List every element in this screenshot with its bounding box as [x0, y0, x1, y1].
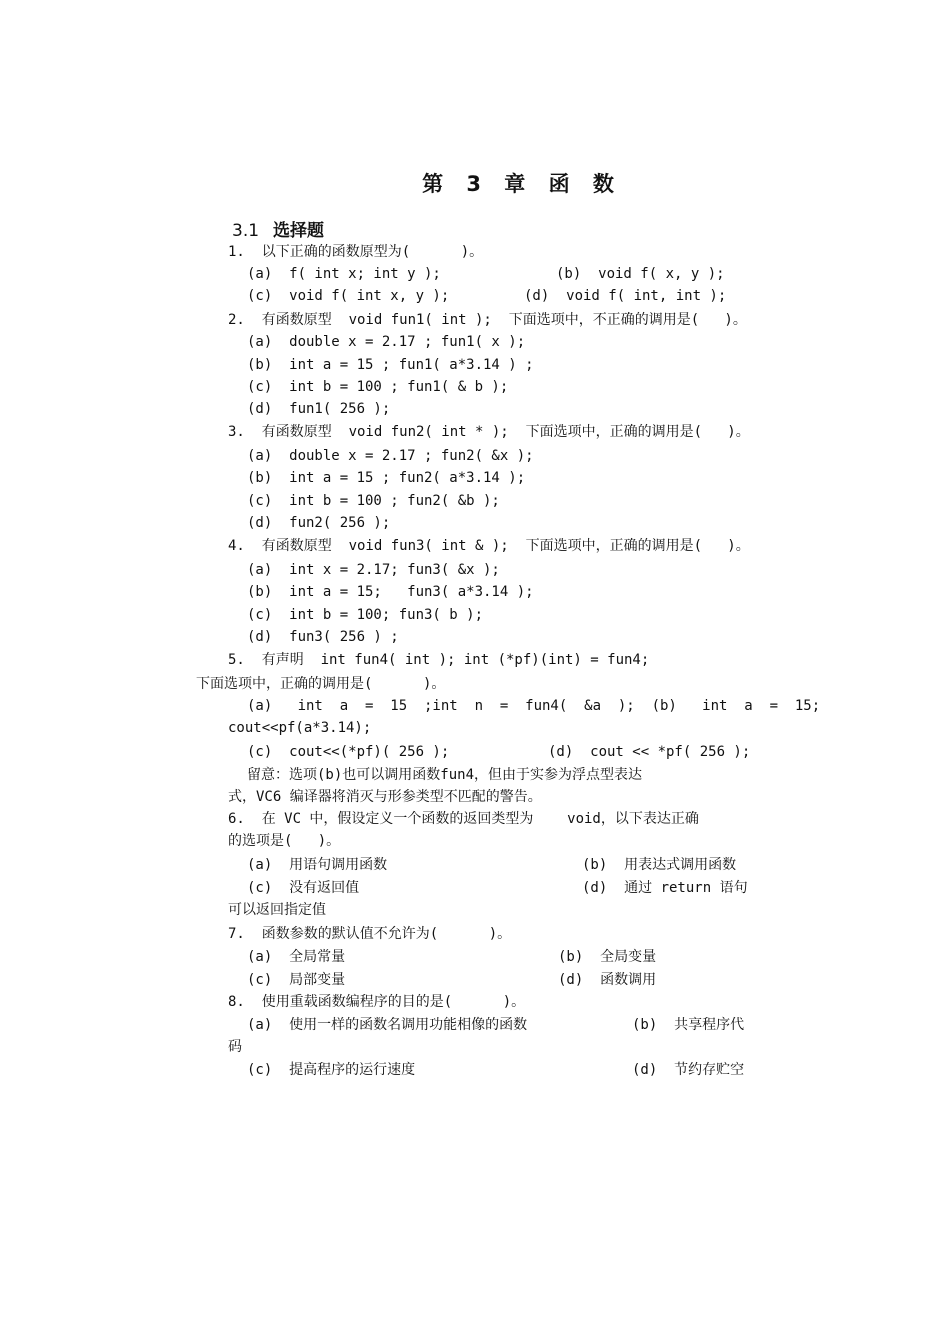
q8-option-b-cont: 码	[228, 1039, 242, 1055]
q5-option-d: (d) cout << *pf( 256 );	[548, 744, 751, 760]
question-1: 1. 以下正确的函数原型为( )。	[228, 244, 484, 260]
section-number: 3.1	[232, 221, 260, 241]
q2-option-d: (d) fun1( 256 );	[247, 401, 391, 417]
section-label: 选择题	[273, 221, 325, 241]
q8-option-c: (c) 提高程序的运行速度	[247, 1062, 416, 1078]
note-line-2: 式，VC6 编译器将消灭与形参类型不匹配的警告。	[228, 789, 542, 805]
q4-option-b: (b) int a = 15; fun3( a*3.14 );	[247, 584, 534, 600]
q5-option-ab: (a) int a = 15 ;int n = fun4( &a ); (b) int a = 15;	[247, 698, 821, 714]
question-6: 6. 在 VC 中，假设定义一个函数的返回类型为 void，以下表达正确	[228, 811, 699, 827]
q4-option-c: (c) int b = 100; fun3( b );	[247, 607, 484, 623]
q8-option-a: (a) 使用一样的函数名调用功能相像的函数	[247, 1017, 528, 1033]
chapter-title: 第 3 章 函 数	[422, 172, 618, 196]
q7-option-a: (a) 全局常量	[247, 949, 346, 965]
q7-option-d: (d) 函数调用	[558, 972, 657, 988]
q8-option-d: (d) 节约存贮空	[632, 1062, 745, 1078]
question-8: 8. 使用重载函数编程序的目的是( )。	[228, 994, 526, 1010]
q2-option-a: (a) double x = 2.17 ; fun1( x );	[247, 334, 526, 350]
question-7: 7. 函数参数的默认值不允许为( )。	[228, 926, 512, 942]
question-2: 2. 有函数原型 void fun1( int ); 下面选项中，不正确的调用是( )。	[228, 312, 747, 328]
q1-option-d: (d) void f( int, int );	[524, 288, 727, 304]
q3-option-d: (d) fun2( 256 );	[247, 515, 391, 531]
section-heading	[232, 216, 324, 241]
q8-option-b: (b) 共享程序代	[632, 1017, 745, 1033]
q2-option-b: (b) int a = 15 ; fun1( a*3.14 ) ;	[247, 357, 534, 373]
q5-option-b-cont: cout<<pf(a*3.14);	[228, 720, 372, 736]
q7-option-c: (c) 局部变量	[247, 972, 346, 988]
question-5-cont: 下面选项中，正确的调用是( )。	[196, 676, 446, 692]
q4-option-a: (a) int x = 2.17; fun3( &x );	[247, 562, 500, 578]
q1-option-c: (c) void f( int x, y );	[247, 288, 450, 304]
q6-option-a: (a) 用语句调用函数	[247, 857, 388, 873]
q6-option-d-cont: 可以返回指定值	[228, 902, 326, 918]
q1-option-b: (b) void f( x, y );	[556, 266, 725, 282]
q6-option-b: (b) 用表达式调用函数	[582, 857, 737, 873]
q6-option-d: (d) 通过 return 语句	[582, 880, 748, 896]
q4-option-d: (d) fun3( 256 ) ;	[247, 629, 399, 645]
q3-option-b: (b) int a = 15 ; fun2( a*3.14 );	[247, 470, 526, 486]
question-6-cont: 的选项是( )。	[228, 833, 341, 849]
q5-option-c: (c) cout<<(*pf)( 256 );	[247, 744, 450, 760]
q3-option-a: (a) double x = 2.17 ; fun2( &x );	[247, 448, 534, 464]
note-line-1: 留意：选项(b)也可以调用函数fun4，但由于实参为浮点型表达	[247, 767, 642, 783]
q6-option-c: (c) 没有返回值	[247, 880, 360, 896]
q7-option-b: (b) 全局变量	[558, 949, 657, 965]
question-5: 5. 有声明 int fun4( int ); int (*pf)(int) = fun4;	[228, 652, 650, 668]
q1-option-a: (a) f( int x; int y );	[247, 266, 441, 282]
question-3: 3. 有函数原型 void fun2( int * ); 下面选项中，正确的调用是( )。	[228, 424, 750, 440]
q2-option-c: (c) int b = 100 ; fun1( & b );	[247, 379, 509, 395]
question-4: 4. 有函数原型 void fun3( int & ); 下面选项中，正确的调用是( )。	[228, 538, 750, 554]
q3-option-c: (c) int b = 100 ; fun2( &b );	[247, 493, 500, 509]
